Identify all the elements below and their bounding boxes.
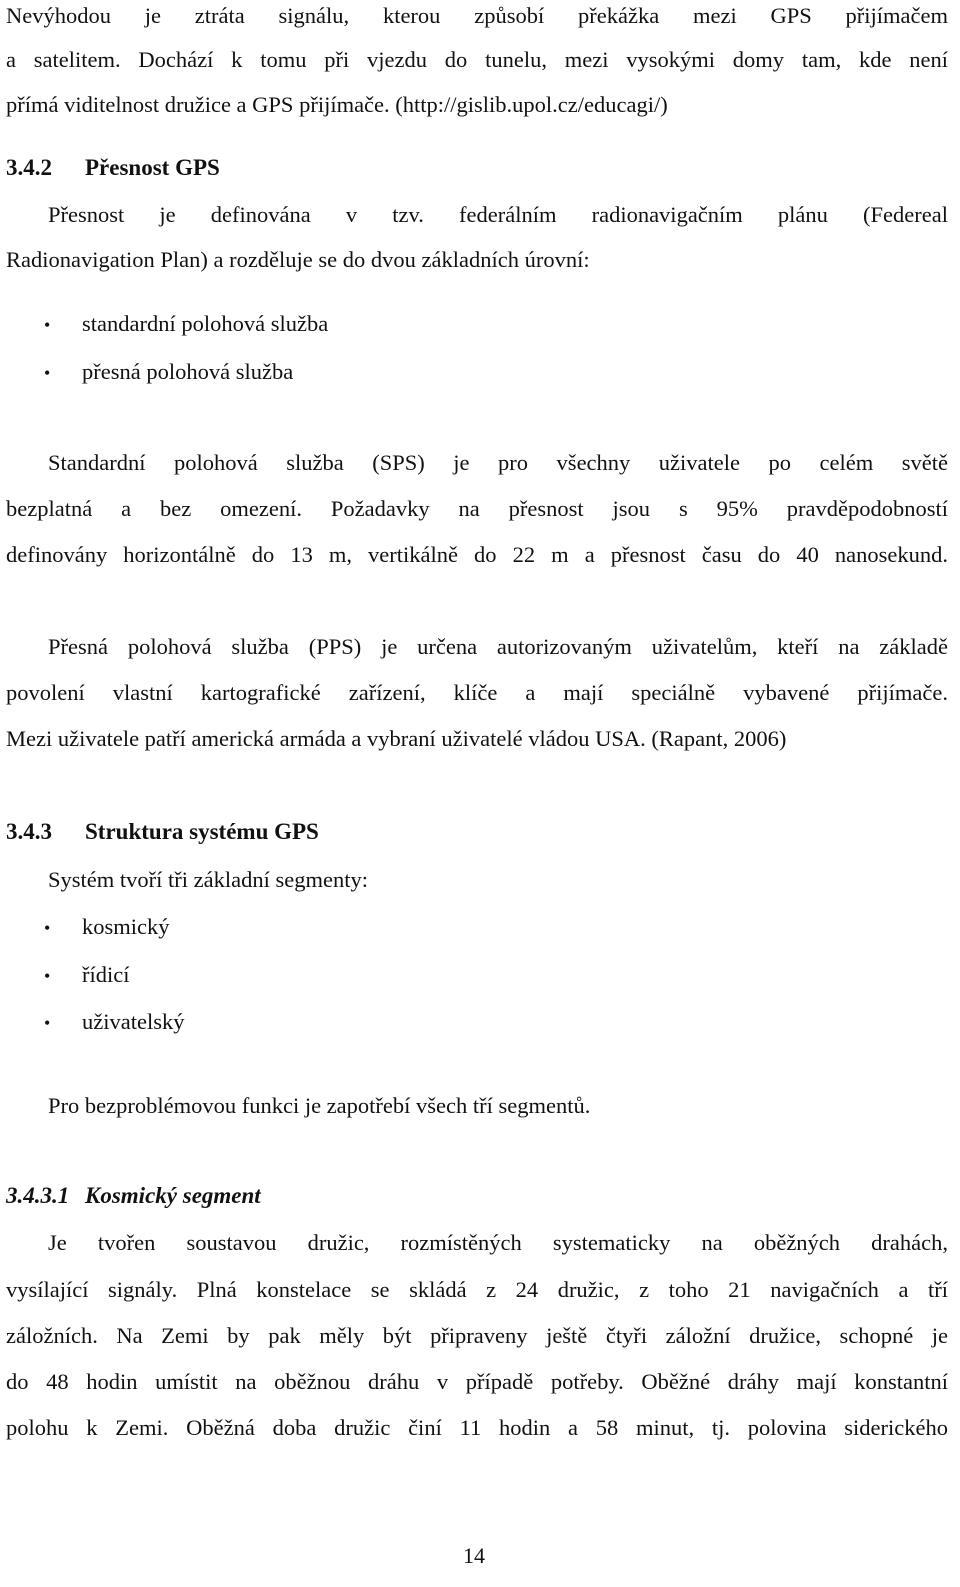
section-heading-3-4-2 — [6, 153, 948, 183]
paragraph-line: Je tvořen soustavou družic, rozmístěných systematicky na oběžných drahách, — [48, 1230, 948, 1255]
paragraph-line: vysílající signály. Plná konstelace se skládá z 24 družic, z toho 21 navigačních a tří — [6, 1277, 948, 1302]
segments-intro: Systém tvoří tři základní segmenty: — [48, 867, 368, 892]
paragraph-line: bezplatná a bez omezení. Požadavky na přesnost jsou s 95% pravděpodobností — [6, 496, 948, 521]
list-item: • kosmický — [44, 912, 170, 943]
section-number: 3.4.2 — [6, 155, 52, 180]
paragraph-line: a satelitem. Dochází k tomu při vjezdu do tunelu, mezi vysokými domy tam, kde není — [6, 47, 948, 72]
bullet-icon: • — [44, 966, 51, 986]
section-title: Kosmický segment — [85, 1183, 261, 1208]
paragraph-line: Přesnost je definována v tzv. federálním radionavigačním plánu (Federeal — [48, 202, 948, 227]
paragraph-line: Radionavigation Plan) a rozděluje se do dvou základních úrovní: — [6, 247, 590, 272]
paragraph-line: přímá viditelnost družice a GPS přijímače. (http://gislib.upol.cz/educagi/) — [6, 92, 668, 117]
paragraph-line: definovány horizontálně do 13 m, vertikálně do 22 m a přesnost času do 40 nanosekund. — [6, 542, 948, 567]
section-title: Přesnost GPS — [85, 155, 220, 180]
segments-outro: Pro bezproblémovou funkci je zapotřebí všech tří segmentů. — [48, 1093, 591, 1118]
bullet-icon: • — [44, 918, 51, 938]
list-item: • řídicí — [44, 960, 129, 991]
list-item: • uživatelský — [44, 1007, 184, 1038]
paragraph-line: Mezi uživatele patří americká armáda a vybraní uživatelé vládou USA. (Rapant, 2006) — [6, 726, 787, 751]
page-number: 14 — [463, 1543, 485, 1568]
paragraph-line: záložních. Na Zemi by pak měly být připraveny ještě čtyři záložní družice, schopné je — [6, 1323, 948, 1348]
list-item: • standardní polohová služba — [44, 309, 328, 340]
section-number: 3.4.3.1 — [6, 1183, 70, 1208]
bullet-icon: • — [44, 315, 51, 335]
paragraph-line: polohu k Zemi. Oběžná doba družic činí 11 hodin a 58 minut, tj. polovina siderického — [6, 1415, 948, 1440]
paragraph-line: Nevýhodou je ztráta signálu, kterou způsobí překážka mezi GPS přijímačem — [6, 3, 948, 28]
paragraph-line: povolení vlastní kartografické zařízení, klíče a mají speciálně vybavené přijímače. — [6, 680, 948, 705]
paragraph-line: Přesná polohová služba (PPS) je určena autorizovaným uživatelům, kteří na základě — [48, 634, 948, 659]
bullet-icon: • — [44, 363, 51, 383]
paragraph-line: do 48 hodin umístit na oběžnou dráhu v případě potřeby. Oběžné dráhy mají konstantní — [6, 1369, 948, 1394]
bullet-icon: • — [44, 1013, 51, 1033]
section-heading-3-4-3-1 — [6, 1181, 948, 1211]
section-heading-3-4-3 — [6, 817, 948, 847]
section-number: 3.4.3 — [6, 819, 52, 844]
paragraph-line: Standardní polohová služba (SPS) je pro všechny uživatele po celém světě — [48, 450, 948, 475]
list-item: • přesná polohová služba — [44, 357, 293, 388]
section-title: Struktura systému GPS — [85, 819, 319, 844]
